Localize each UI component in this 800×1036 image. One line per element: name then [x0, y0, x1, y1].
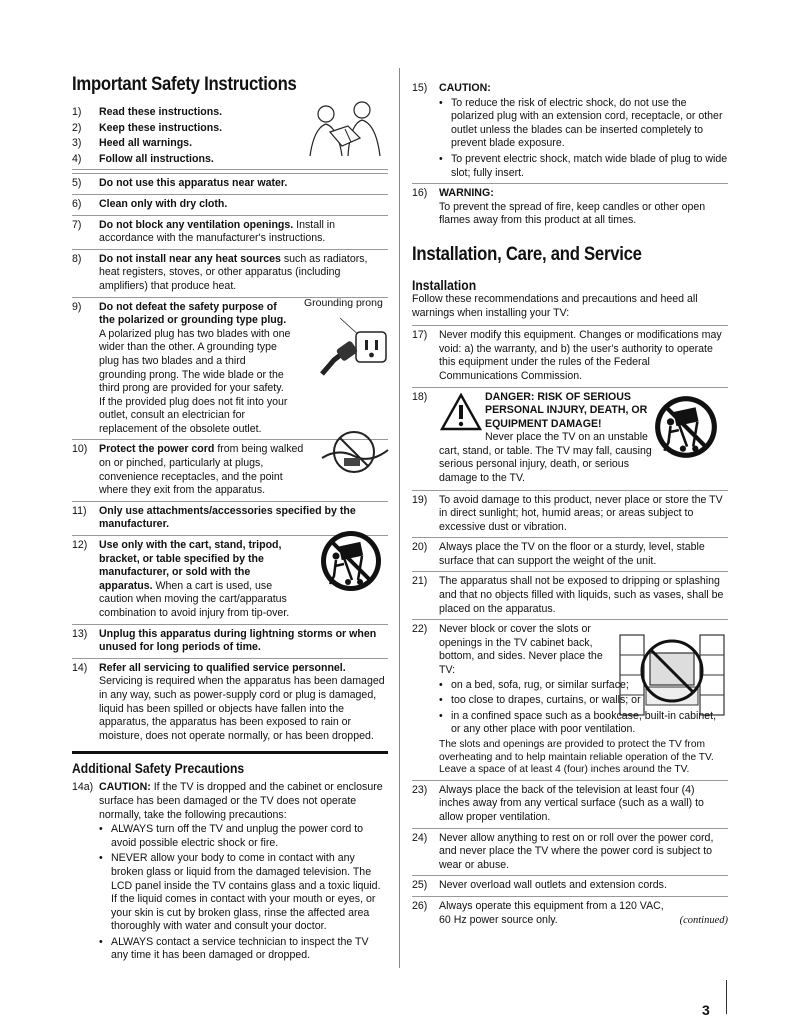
- item-text: Always place the back of the television at least four (4) inches away from any vertical surface (such as a wall) to allow proper ventilation.: [439, 783, 704, 823]
- item-18: [412, 391, 728, 487]
- item-22: [412, 623, 728, 777]
- item-number: 4): [72, 152, 82, 165]
- item-number: 23): [412, 783, 428, 796]
- item-16: [412, 187, 728, 228]
- item-14a: [72, 781, 388, 963]
- item-24: [412, 832, 728, 873]
- item-text: To prevent the spread of fire, keep candles or other open flames away from this product at all times.: [439, 200, 706, 227]
- safety-item: [72, 198, 388, 212]
- cart-warning-icon: [652, 393, 720, 461]
- item-text: Servicing is required when the apparatus has been damaged in any way, such as power-supply cord or plug is damaged, liquid has been spilled or objects have fallen into the apparatus, the apparatus has been exposed to rain or moisture, does not operate normally, or has been dropped.: [99, 675, 385, 742]
- item-bold: Read these instructions.: [99, 106, 223, 118]
- safety-item: [72, 177, 388, 191]
- item-number: 25): [412, 879, 428, 892]
- item-number: 14a): [72, 781, 94, 794]
- item-text: When a cart is used, use caution when moving the cart/apparatus combination to avoid injury from tip-over.: [99, 579, 290, 619]
- item-20: [412, 541, 728, 568]
- item-rule: [412, 619, 728, 620]
- item-number: 18): [412, 390, 428, 403]
- bullet-item: • To reduce the risk of electric shock, do not use the polarized plug with an extension cord, receptacle, or other outlet unless the blades can be inserted completely to prevent blade exposure.: [439, 97, 728, 151]
- warning-triangle-icon: [440, 393, 482, 431]
- item-number: 26): [412, 899, 428, 912]
- item-text: Never allow anything to rest on or roll over the power cord, and never place the TV where the power cord is subject to wear or abuse.: [439, 831, 714, 871]
- item-number: 7): [72, 218, 82, 231]
- item-text: Never overload wall outlets and extension cords.: [439, 879, 667, 892]
- item-number: 15): [412, 82, 428, 94]
- left-column: [72, 68, 388, 965]
- item-number: 24): [412, 831, 428, 844]
- item-19: [412, 494, 728, 535]
- people-reading-illustration: [300, 98, 392, 158]
- item-bold: Refer all servicing to qualified service personnel.: [99, 661, 346, 674]
- safety-list: [72, 106, 388, 743]
- item-rule: [412, 537, 728, 538]
- item-bold: Protect the power cord: [99, 443, 215, 456]
- item-text: Always place the TV on the floor or a sturdy, level, stable surface that can support the weight of the unit.: [439, 541, 705, 567]
- item-text: The apparatus shall not be exposed to dripping or splashing and that no objects filled with liquids, such as vases, shall be placed on the apparatus.: [439, 575, 724, 615]
- item-number: 10): [72, 443, 88, 456]
- item-rule: [72, 173, 388, 174]
- item-number: 13): [72, 627, 88, 640]
- item-rule: [72, 501, 388, 502]
- section-rule: [72, 751, 388, 754]
- item-number: 3): [72, 137, 82, 150]
- item-number: 20): [412, 541, 428, 554]
- item-number: 11): [72, 504, 87, 517]
- item-note: The slots and openings are provided to protect the TV from overheating and to help maintain reliable operation of the TV. Leave a space of at least 4 (four) inches around the TV.: [439, 739, 714, 776]
- item-bold: Keep these instructions.: [99, 121, 223, 134]
- item-number: 19): [412, 493, 428, 506]
- item-bold: Clean only with dry cloth.: [99, 197, 228, 210]
- page-edge-line: [726, 980, 727, 1014]
- item-text: Install in accordance with the manufacturer's instructions.: [99, 218, 336, 245]
- item-bold: Do not block any ventilation openings.: [99, 218, 294, 231]
- item-bold: Heed all warnings.: [99, 137, 193, 150]
- item-number: 2): [72, 121, 82, 134]
- item-bold: Do not install near any heat sources: [99, 252, 281, 265]
- item-bold: WARNING:: [439, 187, 494, 200]
- item-text: from being walked on or pinched, particularly at plugs, convenience receptacles, and the point where they exit from the apparatus.: [99, 443, 304, 497]
- bullet-item: • NEVER allow your body to come in contact with any broken glass or liquid from the damaged television. The LCD panel inside the TV contains glass and a toxic liquid. If the liquid comes in contact with your mouth or eyes, or your skin is cut by broken glass, rinse the affected area thoroughly with water and consult your doctor.: [99, 852, 388, 934]
- item-text: A polarized plug has two blades with one wider than the other. A grounding type plug has two blades and a third grounding prong. The wide blade or the third prong are provided for your safety. If the provided plug does not fit into your outlet, consult an electrician for replacement of the obsolete outlet.: [99, 327, 291, 435]
- item-bold: CAUTION:: [439, 82, 491, 94]
- item-rule: [72, 249, 388, 250]
- item-rule: [412, 490, 728, 491]
- item-rule: [72, 215, 388, 216]
- item-21: [412, 575, 728, 616]
- item-text: Always operate this equipment from a 120 VAC, 60 Hz power source only.: [439, 899, 664, 926]
- column-divider: [399, 68, 400, 968]
- item-bold: Do not use this apparatus near water.: [99, 177, 288, 190]
- item-rule: [412, 183, 728, 184]
- additional-title: Additional Safety Precautions: [72, 761, 245, 777]
- safety-item: [72, 219, 388, 246]
- safety-item: [72, 662, 388, 744]
- bullet-item: • ALWAYS contact a service technician to inspect the TV any time it has been damaged or dropped.: [99, 936, 388, 963]
- item-rule: [72, 658, 388, 659]
- bullet-item: • too close to drapes, curtains, or walls; or: [439, 694, 728, 708]
- bullet-item: • To prevent electric shock, match wide blade of plug to wide slot; fully insert.: [439, 153, 728, 180]
- item-rule: [412, 571, 728, 572]
- safety-item: [72, 628, 388, 655]
- bullet-item: • on a bed, sofa, rug, or similar surface;: [439, 679, 728, 693]
- item-rule: [72, 169, 388, 170]
- item-23: [412, 784, 728, 825]
- bullet-list: [99, 823, 388, 963]
- page-number: 3: [702, 1002, 710, 1018]
- item-text: Never modify this equipment. Changes or modifications may void: a) the warranty, and b) the user's authority to operate this equipment under the rules of the Federal Communications Commission.: [439, 329, 722, 382]
- item-rule: [72, 194, 388, 195]
- item-number: 8): [72, 252, 82, 265]
- bullet-item: • in a confined space such as a bookcase, built-in cabinet, or any other place with poor ventilation.: [439, 710, 728, 737]
- item-text: To avoid damage to this product, never place or store the TV in direct sunlight; hot, humid areas; or areas subject to excessive dust or vibration.: [439, 493, 723, 533]
- continued-note: (continued): [679, 914, 728, 926]
- item-17: [412, 329, 728, 383]
- item-number: 5): [72, 177, 82, 190]
- item-26: [412, 900, 728, 927]
- item-number: 1): [72, 106, 82, 118]
- item-number: 12): [72, 539, 88, 552]
- item-number: 9): [72, 300, 82, 313]
- section-title-safety: Important Safety Instructions: [72, 74, 297, 95]
- item-25: [412, 879, 728, 893]
- safety-item: [72, 253, 388, 294]
- section-title-installation: Installation, Care, and Service: [412, 243, 642, 265]
- item-rule: [412, 387, 728, 388]
- item-text: Never place the TV on an unstable cart, stand, or table. The TV may fall, causing serious personal injury, death, or serious damage to the TV.: [439, 431, 652, 485]
- right-column: [412, 68, 728, 927]
- item-number: 21): [412, 575, 428, 588]
- installation-intro: Follow these recommendations and precautions and heed all warnings when installing your TV:: [412, 292, 698, 319]
- item-bold: Only use attachments/accessories specified by the manufacturer.: [99, 504, 356, 531]
- item-text: Never block or cover the slots or openings in the TV cabinet back, bottom, and sides. Never place the TV:: [439, 623, 603, 677]
- power-cord-illustration: [318, 428, 390, 476]
- item-rule: [412, 780, 728, 781]
- item-rule: [412, 325, 728, 326]
- item-bold: Unplug this apparatus during lightning storms or when unused for long periods of time.: [99, 627, 377, 654]
- grounding-plug-illustration: [312, 316, 392, 378]
- item-number: 22): [412, 623, 428, 636]
- cart-warning-icon: [318, 528, 384, 594]
- item-bold: Use only with the cart, stand, tripod, bracket, or table specified by the manufacturer, or sold with the apparatus.: [99, 539, 282, 592]
- item-bold: Follow all instructions.: [99, 152, 214, 165]
- bullet-list: [439, 97, 728, 181]
- item-text: such as radiators, heat registers, stoves, or other apparatus (including amplifiers) that produce heat.: [99, 252, 368, 292]
- item-rule: [412, 896, 728, 897]
- bullet-item: • ALWAYS turn off the TV and unplug the power cord to avoid possible electric shock or fire.: [99, 823, 388, 850]
- item-number: 16): [412, 187, 428, 200]
- installation-subtitle: Installation: [412, 277, 477, 293]
- item-15: [412, 82, 728, 180]
- item-rule: [72, 624, 388, 625]
- item-number: 14): [72, 661, 88, 674]
- item-bold: Do not defeat the safety purpose of the polarized or grounding type plug.: [99, 300, 287, 327]
- grounding-prong-label: Grounding prong: [304, 297, 383, 309]
- item-text: If the TV is dropped and the cabinet or enclosure surface has been damaged or the TV does not operate normally, take the following precautions:: [99, 781, 383, 821]
- item-rule: [412, 875, 728, 876]
- item-number: 6): [72, 197, 82, 210]
- item-number: 17): [412, 329, 428, 342]
- item-bold: CAUTION:: [99, 781, 151, 794]
- danger-heading: DANGER: RISK OF SERIOUS PERSONAL INJURY, DEATH, OR EQUIPMENT DAMAGE!: [485, 390, 648, 430]
- item-rule: [412, 828, 728, 829]
